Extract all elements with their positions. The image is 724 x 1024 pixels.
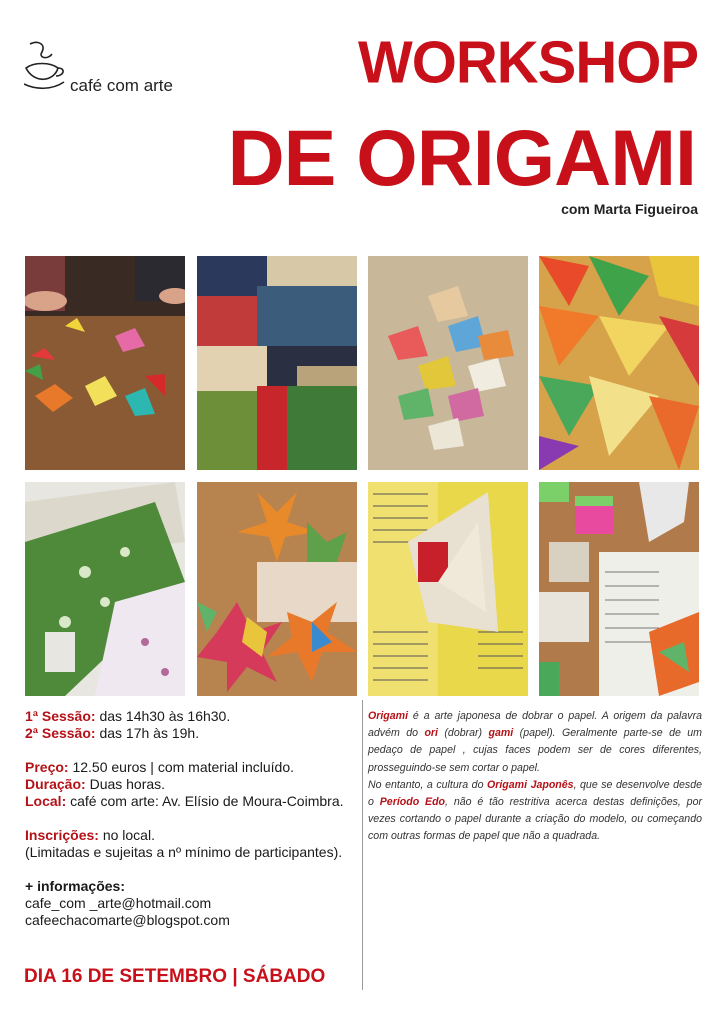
photo-patterned-papers [197, 256, 357, 470]
photo-origami-stars [197, 482, 357, 696]
duration: Duração: Duas horas. [25, 776, 166, 792]
event-date: DIA 16 DE SETEMBRO | SÁBADO [24, 966, 326, 987]
column-divider [362, 700, 363, 990]
photo-paper-cranes [368, 256, 528, 470]
instructor-name: com Marta Figueiroa [561, 201, 698, 217]
description-paragraph-1: Origami é a arte japonesa de dobrar o papel. A origem da palavra advém do ori (dobrar) gami (papel). Geralmente parte-se de um pedaço de papel , cujas faces podem ser de cores diferentes, prosseguindo-se sem cortar o papel. [368, 710, 702, 774]
cafe-logo [24, 38, 224, 98]
title-workshop: WORKSHOP [358, 29, 698, 96]
event-info [25, 708, 360, 929]
registration-note: (Limitadas e sujeitas a nº mínimo de participantes). [25, 844, 343, 860]
more-info-heading: + informações: [25, 878, 125, 894]
contact-blog[interactable]: cafeechacomarte@blogspot.com [25, 912, 230, 928]
session-1: 1ª Sessão: das 14h30 às 16h30. [25, 708, 231, 724]
photo-newspaper-folds [368, 482, 528, 696]
photo-floral-paper [25, 482, 185, 696]
location: Local: café com arte: Av. Elísio de Moura-Coimbra. [25, 793, 344, 809]
photo-colorful-cranes [539, 256, 699, 470]
registration: Inscrições: no local. [25, 827, 155, 843]
description-paragraph-2: No entanto, a cultura do Origami Japonês, que se desenvolve desde o Período Edo, não é tão restritiva acerca destas definições, por vezes cortando o papel durante a criação do modelo, ou começando com outras formas de papel que não a quadrada. [368, 778, 702, 843]
logo-text: café com arte [70, 76, 173, 95]
photo-paper-stacks [539, 482, 699, 696]
price: Preço: 12.50 euros | com material incluído. [25, 759, 294, 775]
photo-folding-table [25, 256, 185, 470]
origami-description [368, 708, 702, 846]
coffee-cup-icon [24, 38, 66, 94]
contact-email[interactable]: cafe_com _arte@hotmail.com [25, 895, 212, 911]
title-origami: DE ORIGAMI [227, 113, 696, 202]
session-2: 2ª Sessão: das 17h às 19h. [25, 725, 200, 741]
